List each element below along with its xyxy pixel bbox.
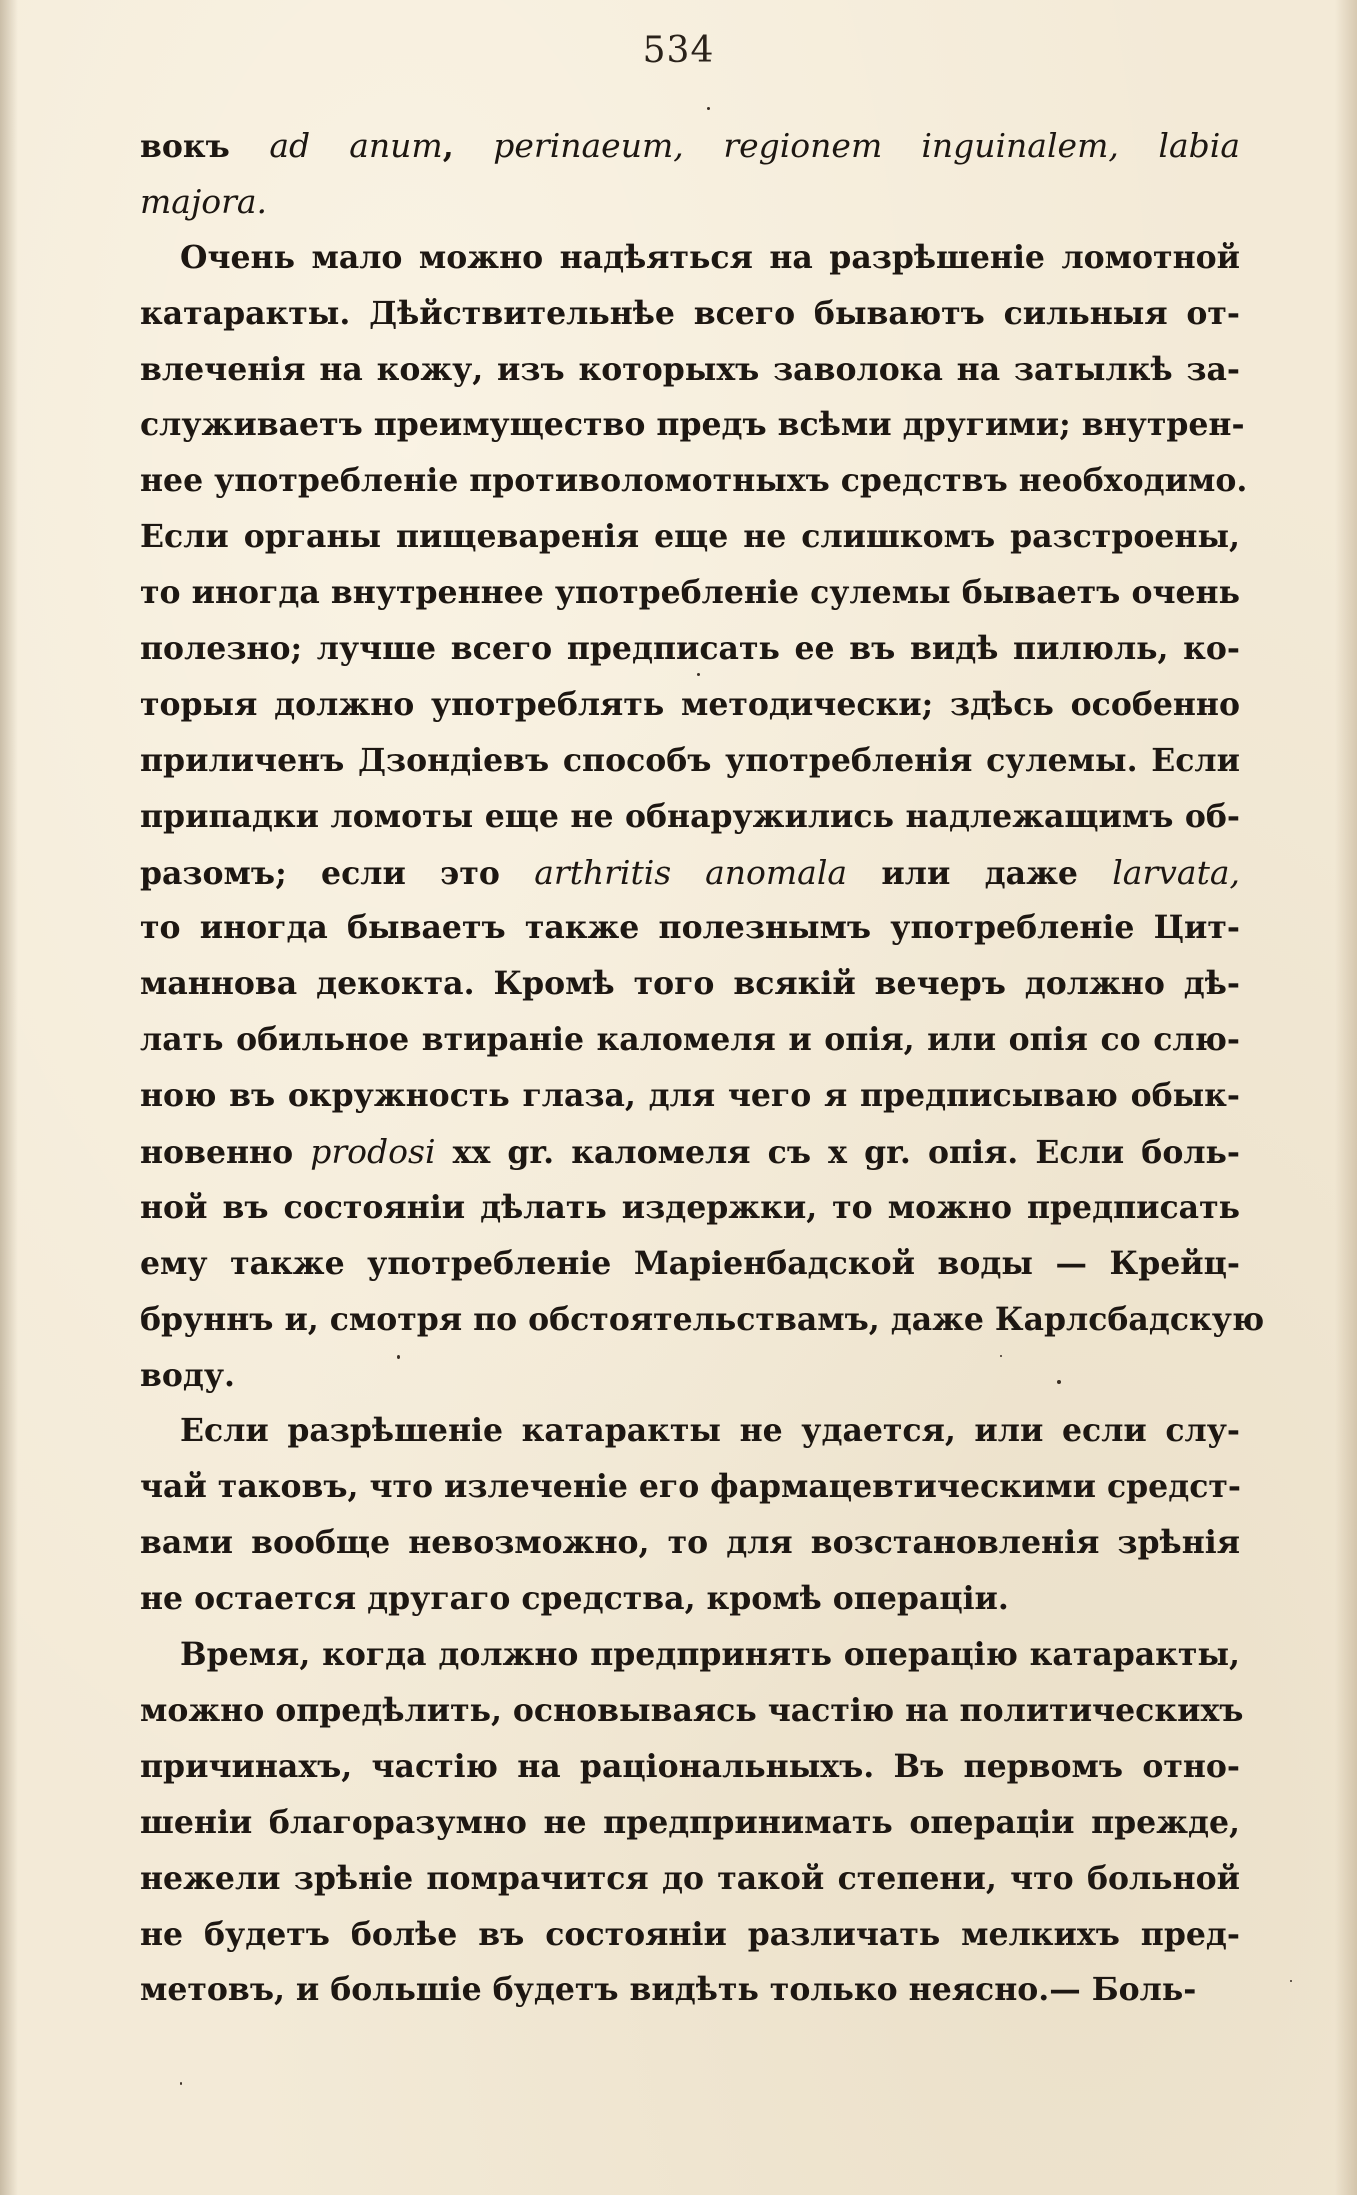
text-segment: лать обильное втираніе каломеля и опія, или опія со слю-: [140, 1021, 1240, 1059]
page-edge-left: [0, 0, 18, 2195]
text-line: [140, 1292, 1265, 1348]
text-segment: приличенъ Дзондіевъ способъ употребленія сулемы. Если: [140, 741, 1240, 779]
text-segment: или даже: [847, 854, 1113, 892]
text-segment: Время, когда должно предпринять операцію катаракты,: [180, 1636, 1240, 1674]
text-line: [140, 1627, 1240, 1683]
page-edge-right: [1335, 0, 1357, 2195]
text-segment: новенно: [140, 1134, 311, 1172]
text-line: [140, 1739, 1240, 1795]
text-line: [140, 956, 1240, 1012]
latin-term: ad anum: [269, 126, 443, 165]
latin-term: labia: [1158, 126, 1241, 165]
latin-term: larvata,: [1112, 852, 1240, 892]
text-segment: можно опредѣлить, основываясь частію на политическихъ: [140, 1691, 1244, 1729]
text-segment: полезно; лучше всего предписать ее въ видѣ пилюль, ко-: [140, 630, 1240, 668]
text-segment: служиваетъ преимущество предъ всѣми другими; внутрен-: [140, 406, 1245, 444]
text-line: [140, 1515, 1240, 1571]
text-segment: вокъ: [140, 128, 270, 165]
text-line: [140, 1683, 1244, 1739]
text-segment: нее употребленіе противоломотныхъ средствъ необходимо.: [140, 462, 1248, 500]
text-line: [140, 174, 1240, 230]
text-line: [140, 1068, 1240, 1124]
text-segment: бруннъ и, смотря по обстоятельствамъ, даже Карлсбадскую: [140, 1300, 1265, 1338]
text-line: [140, 286, 1240, 342]
text-segment: то иногда внутреннее употребленіе сулемы бываетъ очень: [140, 574, 1240, 612]
text-segment: катаракты. Дѣйствительнѣе всего бываютъ сильныя от-: [140, 294, 1240, 332]
text-line: [140, 1459, 1240, 1515]
text-line: [140, 230, 1240, 286]
body-text: [140, 118, 1265, 2018]
text-line: [140, 677, 1240, 733]
text-segment: ему также употребленіе Маріенбадской воды — Крейц-: [140, 1244, 1240, 1282]
page-number: 534: [642, 30, 715, 71]
text-segment: [1119, 128, 1159, 165]
text-segment: вами вообще невозможно, то для возстановленія зрѣнія: [140, 1524, 1240, 1562]
text-segment: маннова декокта. Кромѣ того всякій вечеръ должно дѣ-: [140, 965, 1240, 1003]
text-segment: припадки ломоты еще не обнаружились надлежащимъ об-: [140, 797, 1240, 835]
text-segment: торыя должно употреблять методически; здѣсь особенно: [140, 685, 1240, 723]
text-line: [140, 1907, 1240, 1963]
text-segment: причинахъ, частію на раціональныхъ. Въ первомъ отно-: [140, 1747, 1240, 1785]
text-segment: разомъ; если это: [140, 854, 535, 892]
text-line: [140, 397, 1245, 453]
text-segment: ,: [442, 128, 494, 165]
text-segment: чай таковъ, что излеченіе его фармацевтическими средст-: [140, 1468, 1241, 1506]
text-line: [140, 1962, 1240, 2018]
text-line: [140, 1124, 1240, 1180]
latin-term: majora.: [140, 181, 268, 221]
text-segment: не будетъ болѣе въ состояніи различать мелкихъ пред-: [140, 1915, 1240, 1953]
text-segment: ною въ окружность глаза, для чего я предписываю обык-: [140, 1077, 1240, 1115]
text-segment: нежели зрѣніе помрачится до такой степени, что больной: [140, 1859, 1240, 1897]
text-line: [140, 1851, 1240, 1907]
text-line: [140, 1571, 1240, 1627]
text-line: [140, 1012, 1240, 1068]
text-line: [140, 342, 1240, 398]
latin-term: arthritis anomala: [534, 852, 848, 892]
text-segment: xx gr. каломеля съ x gr. опія. Если боль-: [435, 1134, 1240, 1172]
text-segment: метовъ, и большіе будетъ видѣть только неясно.— Боль-: [140, 1971, 1197, 2009]
text-segment: не остается другаго средства, кромѣ операціи.: [140, 1580, 1009, 1618]
latin-term: perinaeum,: [493, 126, 684, 165]
latin-term: regionem inguinalem,: [723, 126, 1119, 165]
text-segment: воду.: [140, 1356, 236, 1394]
text-line: [140, 1403, 1240, 1459]
text-segment: ной въ состояніи дѣлать издержки, то можно предписать: [140, 1188, 1240, 1226]
text-segment: Если разрѣшеніе катаракты не удается, или если слу-: [180, 1412, 1240, 1450]
text-segment: шеніи благоразумно не предпринимать операціи прежде,: [140, 1803, 1240, 1841]
text-segment: влеченія на кожу, изъ которыхъ заволока на затылкѣ за-: [140, 350, 1240, 388]
text-line: [140, 845, 1240, 901]
text-line: [140, 1236, 1240, 1292]
latin-term: prodosi: [310, 1132, 436, 1172]
text-line: [140, 621, 1240, 677]
text-line: [140, 900, 1240, 956]
text-segment: Очень мало можно надѣяться на разрѣшеніе ломотной: [180, 238, 1240, 276]
text-line: [140, 1348, 1240, 1404]
text-line: [140, 733, 1240, 789]
text-line: [140, 789, 1240, 845]
text-line: [140, 1795, 1240, 1851]
text-line: [140, 453, 1248, 509]
text-line: [140, 118, 1240, 174]
text-line: [140, 1180, 1240, 1236]
text-segment: Если органы пищеваренія еще не слишкомъ разстроены,: [140, 518, 1240, 556]
text-segment: [684, 128, 724, 165]
text-line: [140, 565, 1240, 621]
text-segment: то иногда бываетъ также полезнымъ употребленіе Цит-: [140, 909, 1240, 947]
text-line: [140, 509, 1240, 565]
